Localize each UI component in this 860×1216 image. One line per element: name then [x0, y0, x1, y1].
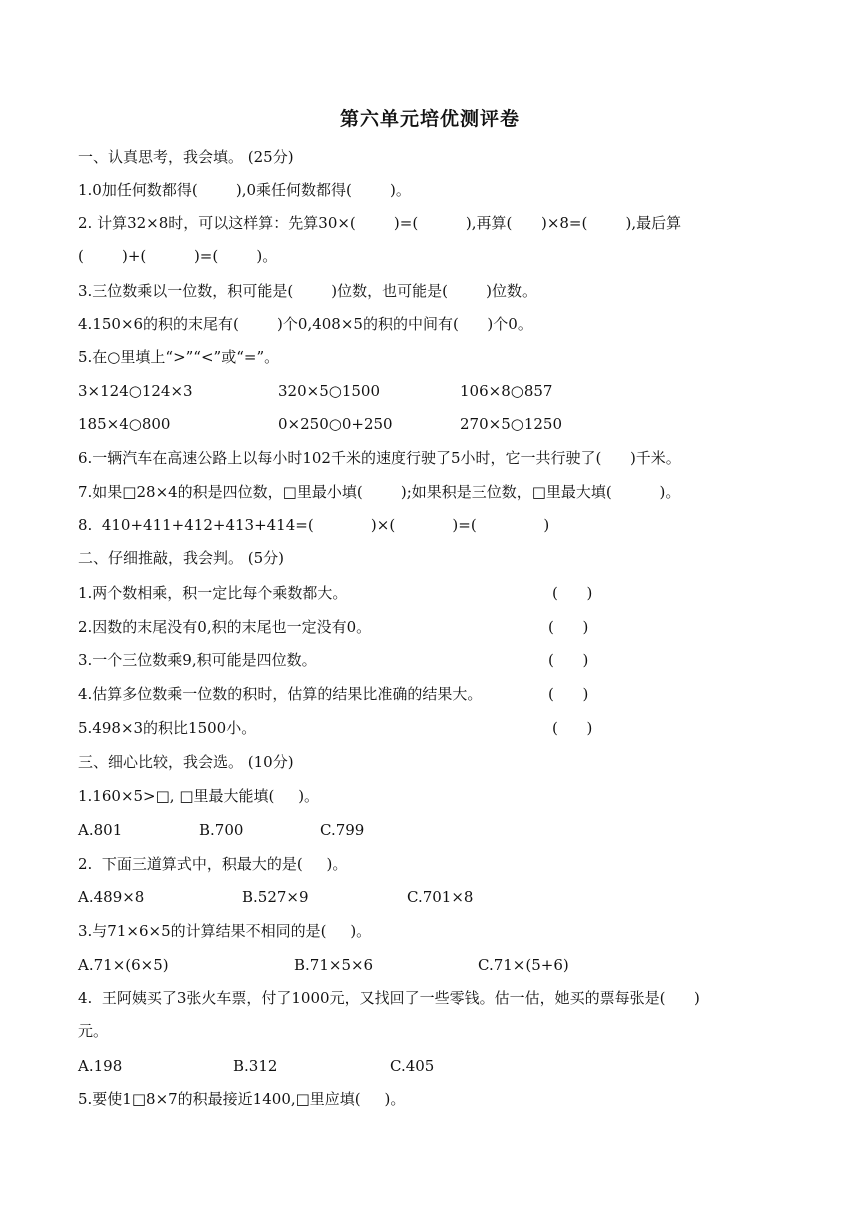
question-3-5: 5.要使1□8×7的积最接近1400,□里应填( )。: [78, 1090, 406, 1108]
question-1-3: 3.三位数乘以一位数，积可能是( )位数，也可能是( )位数。: [78, 282, 538, 300]
question-1-7: 7.如果□28×4的积是四位数，□里最小填( );如果积是三位数，□里最大填( )。: [78, 483, 681, 501]
section-heading-judge: 二、仔细推敲，我会判。 (5分): [78, 549, 285, 567]
judge-statement: 1.两个数相乘，积一定比每个乘数都大。: [78, 584, 348, 602]
option: A.198: [78, 1057, 123, 1075]
question-3-4b: 元。: [78, 1022, 109, 1040]
compare-item: 185×4○800: [78, 415, 171, 433]
option: A.71×(6×5): [78, 956, 169, 974]
question-1-4: 4.150×6的积的末尾有( )个0,408×5的积的中间有( )个0。: [78, 315, 533, 333]
question-3-1: 1.160×5>□, □里最大能填( )。: [78, 787, 320, 805]
question-1-1: 1.0加任何数都得( ),0乘任何数都得( )。: [78, 181, 411, 199]
question-1-2b: ( )+( )=( )。: [78, 247, 278, 265]
question-1-8: 8. 410+411+412+413+414=( )×( )=( ): [78, 516, 550, 534]
compare-item: 0×250○0+250: [278, 415, 393, 433]
question-3-4a: 4. 王阿姨买了3张火车票，付了1000元，又找回了一些零钱。估一估，她买的票每张是( ): [78, 989, 700, 1007]
question-1-6: 6.一辆汽车在高速公路上以每小时102千米的速度行驶了5小时，它一共行驶了( )千米。: [78, 449, 681, 467]
option: C.799: [320, 821, 365, 839]
judge-statement: 2.因数的末尾没有0,积的末尾也一定没有0。: [78, 618, 372, 636]
section-heading-choose: 三、细心比较，我会选。 (10分): [78, 753, 294, 771]
compare-item: 270×5○1250: [460, 415, 563, 433]
answer-bracket: ( ): [552, 584, 593, 602]
option: C.701×8: [407, 888, 474, 906]
judge-statement: 4.估算多位数乘一位数的积时，估算的结果比准确的结果大。: [78, 685, 483, 703]
option: B.700: [199, 821, 244, 839]
option: A.801: [78, 821, 123, 839]
question-1-5: 5.在○里填上“>”“<”或“=”。: [78, 348, 280, 366]
compare-item: 3×124○124×3: [78, 382, 193, 400]
answer-bracket: ( ): [552, 719, 593, 737]
page-title: 第六单元培优测评卷: [339, 108, 520, 130]
compare-item: 320×5○1500: [278, 382, 381, 400]
judge-statement: 5.498×3的积比1500小。: [78, 719, 257, 737]
question-1-2a: 2. 计算32×8时，可以这样算：先算30×( )=( ),再算( )×8=( ),最后算: [78, 214, 682, 232]
answer-bracket: ( ): [548, 618, 589, 636]
answer-bracket: ( ): [548, 651, 589, 669]
answer-bracket: ( ): [548, 685, 589, 703]
option: B.312: [233, 1057, 278, 1075]
option: B.527×9: [242, 888, 309, 906]
question-3-3: 3.与71×6×5的计算结果不相同的是( )。: [78, 922, 372, 940]
compare-item: 106×8○857: [460, 382, 553, 400]
option: C.405: [390, 1057, 435, 1075]
option: B.71×5×6: [294, 956, 374, 974]
judge-statement: 3.一个三位数乘9,积可能是四位数。: [78, 651, 317, 669]
section-heading-fill: 一、认真思考，我会填。 (25分): [78, 148, 294, 166]
option: C.71×(5+6): [478, 956, 569, 974]
question-3-2: 2. 下面三道算式中，积最大的是( )。: [78, 855, 348, 873]
option: A.489×8: [78, 888, 145, 906]
